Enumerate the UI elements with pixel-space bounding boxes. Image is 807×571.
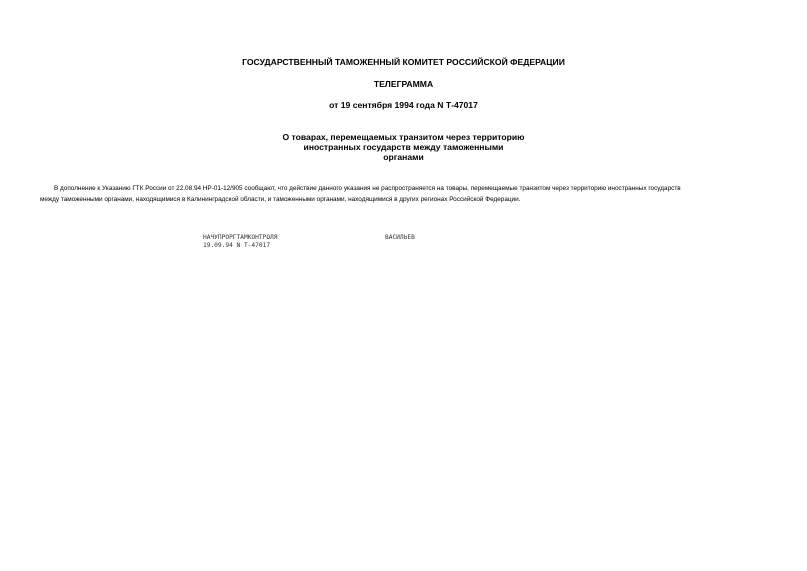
body-paragraph-line: [40, 184, 780, 195]
body-paragraph-line: между таможенными органами, находящимися в Калининградской области, и таможенными органами, находящимися в других регионах Российской Федерации.: [40, 195, 521, 203]
issuing-organization: ГОСУДАРСТВЕННЫЙ ТАМОЖЕННЫЙ КОМИТЕТ РОССИЙСКОЙ ФЕДЕРАЦИИ: [242, 57, 565, 67]
signature-department: НАЧУПРОРГТАМКОНТРОЛЯ: [203, 234, 278, 241]
subject-line: О товарах, перемещаемых транзитом через территорию: [282, 132, 525, 142]
subject-line: иностранных государств между таможенными: [303, 142, 504, 153]
signatory-name: ВАСИЛЬЕВ: [385, 234, 415, 241]
signature-reference: 19.09.94 N Т-47017: [203, 242, 271, 250]
document-body: [40, 184, 780, 205]
document-subject: [0, 132, 807, 163]
body-line-text: В дополнение к Указанию ГТК России от 22.08.94 НР-01-12/905 сообщают, что действие данного указания не распространяется на товары, перемещаемые транзитом через территорию иностранных государств: [54, 185, 681, 192]
document-type: ТЕЛЕГРАММА: [373, 79, 434, 89]
signature-block: [203, 234, 278, 251]
document-date-number: от 19 сентября 1994 года N Т-47017: [329, 100, 478, 110]
subject-line: органами: [383, 152, 424, 163]
